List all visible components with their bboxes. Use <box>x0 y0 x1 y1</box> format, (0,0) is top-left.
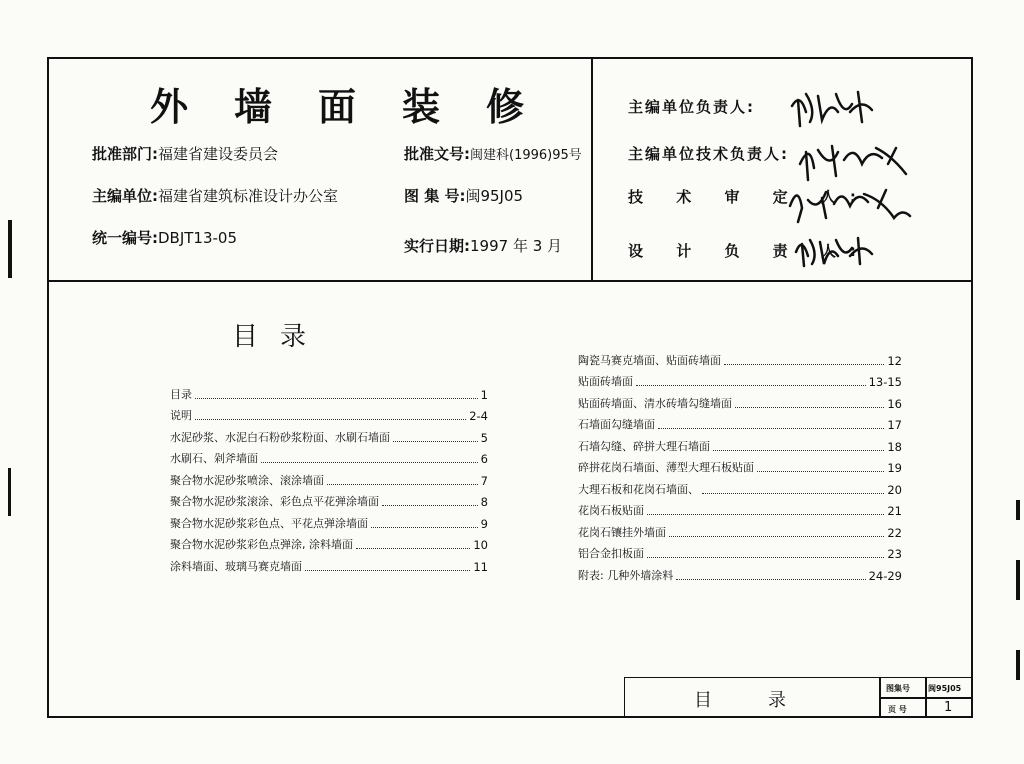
toc-left-column <box>170 380 488 574</box>
signature-design-director <box>790 230 880 270</box>
effective-date-value: 1997 年 3 月 <box>470 237 563 255</box>
toc-entry: 水刷石、剁斧墙面 6 <box>170 452 488 466</box>
toc-entry: 石墙面勾缝墙面 17 <box>578 418 902 432</box>
toc-heading: 目录 <box>232 322 329 352</box>
signature-chief-editor <box>786 82 886 132</box>
toc-entry: 聚合物水泥砂浆滚涂、彩色点平花弹涂墙面 8 <box>170 495 488 509</box>
unified-number-value: DBJT13-05 <box>158 229 238 247</box>
atlas-label: 图集号 <box>886 684 910 693</box>
toc-entry: 聚合物水泥砂浆彩色点弹涂, 涂料墙面 10 <box>170 538 488 552</box>
design-director-label: 设 计 负 责 人: <box>628 242 870 260</box>
approval-doc <box>404 143 582 164</box>
atlas-value: 闽95J05 <box>928 684 962 693</box>
effective-date <box>404 235 562 256</box>
signature-technical-reviewer <box>784 178 914 226</box>
toc-entry: 花岗石板贴面 21 <box>578 504 902 518</box>
editor-unit-value: 福建省建筑标准设计办公室 <box>158 187 339 205</box>
edge-mark <box>1016 500 1020 520</box>
approval-doc-value: 闽建科(1996)95号 <box>470 148 582 163</box>
binding-mark <box>8 468 11 516</box>
toc-entry: 聚合物水泥砂浆喷涂、滚涂墙面 7 <box>170 473 488 488</box>
toc-entry: 附表: 几种外墙涂料 24-29 <box>578 568 902 583</box>
toc-entry: 陶瓷马赛克墙面、贴面砖墙面 12 <box>578 353 902 368</box>
atlas-number-label: 图 集 号: <box>404 187 466 205</box>
toc-entry: 目录 1 <box>170 387 488 402</box>
toc-entry: 花岗石镶挂外墙面 22 <box>578 525 902 540</box>
page-label: 页 号 <box>888 705 907 714</box>
approval-dept-value: 福建省建设委员会 <box>158 145 279 163</box>
toc-entry: 说明 2-4 <box>170 409 488 423</box>
title-block-title: 目录 <box>694 690 842 711</box>
editor-unit <box>92 185 338 206</box>
editor-unit-label: 主编单位: <box>92 187 158 205</box>
chief-editor-label: 主编单位负责人: <box>628 98 755 116</box>
toc-entry: 水泥砂浆、水泥白石粉砂浆粉面、水刷石墙面 5 <box>170 430 488 445</box>
toc-entry: 贴面砖墙面、清水砖墙勾缝墙面 16 <box>578 396 902 411</box>
header-divider <box>47 280 973 282</box>
binding-mark <box>8 220 12 278</box>
effective-date-label: 实行日期: <box>404 237 470 255</box>
edge-mark <box>1016 560 1020 600</box>
edge-mark <box>1016 650 1020 680</box>
approval-dept <box>92 143 278 164</box>
toc-entry: 聚合物水泥砂浆彩色点、平花点弹涂墙面 9 <box>170 516 488 531</box>
page-value: 1 <box>944 700 953 715</box>
toc-entry: 涂料墙面、玻璃马赛克墙面 11 <box>170 559 488 574</box>
header-vertical-divider <box>591 57 593 282</box>
signature-technical-director <box>792 134 912 184</box>
unified-number <box>92 227 237 248</box>
unified-number-label: 统一编号: <box>92 229 158 247</box>
toc-entry: 贴面砖墙面 13-15 <box>578 375 902 389</box>
toc-entry: 石墙勾缝、碎拼大理石墙面 18 <box>578 439 902 454</box>
toc-entry: 碎拼花岗石墙面、薄型大理石板贴面 19 <box>578 461 902 475</box>
atlas-number <box>404 185 523 206</box>
technical-reviewer-label: 技 术 审 定 人: <box>628 188 870 206</box>
toc-entry: 铝合金扣板面 23 <box>578 547 902 561</box>
approval-dept-label: 批准部门: <box>92 145 158 163</box>
technical-director-label: 主编单位技术负责人: <box>628 145 789 163</box>
atlas-number-value: 闽95J05 <box>465 187 524 205</box>
toc-entry: 大理石板和花岗石墙面、 20 <box>578 482 902 497</box>
page-title: 外墙面装修 <box>150 85 571 129</box>
approval-doc-label: 批准文号: <box>404 145 470 163</box>
toc-right-column <box>578 346 902 583</box>
